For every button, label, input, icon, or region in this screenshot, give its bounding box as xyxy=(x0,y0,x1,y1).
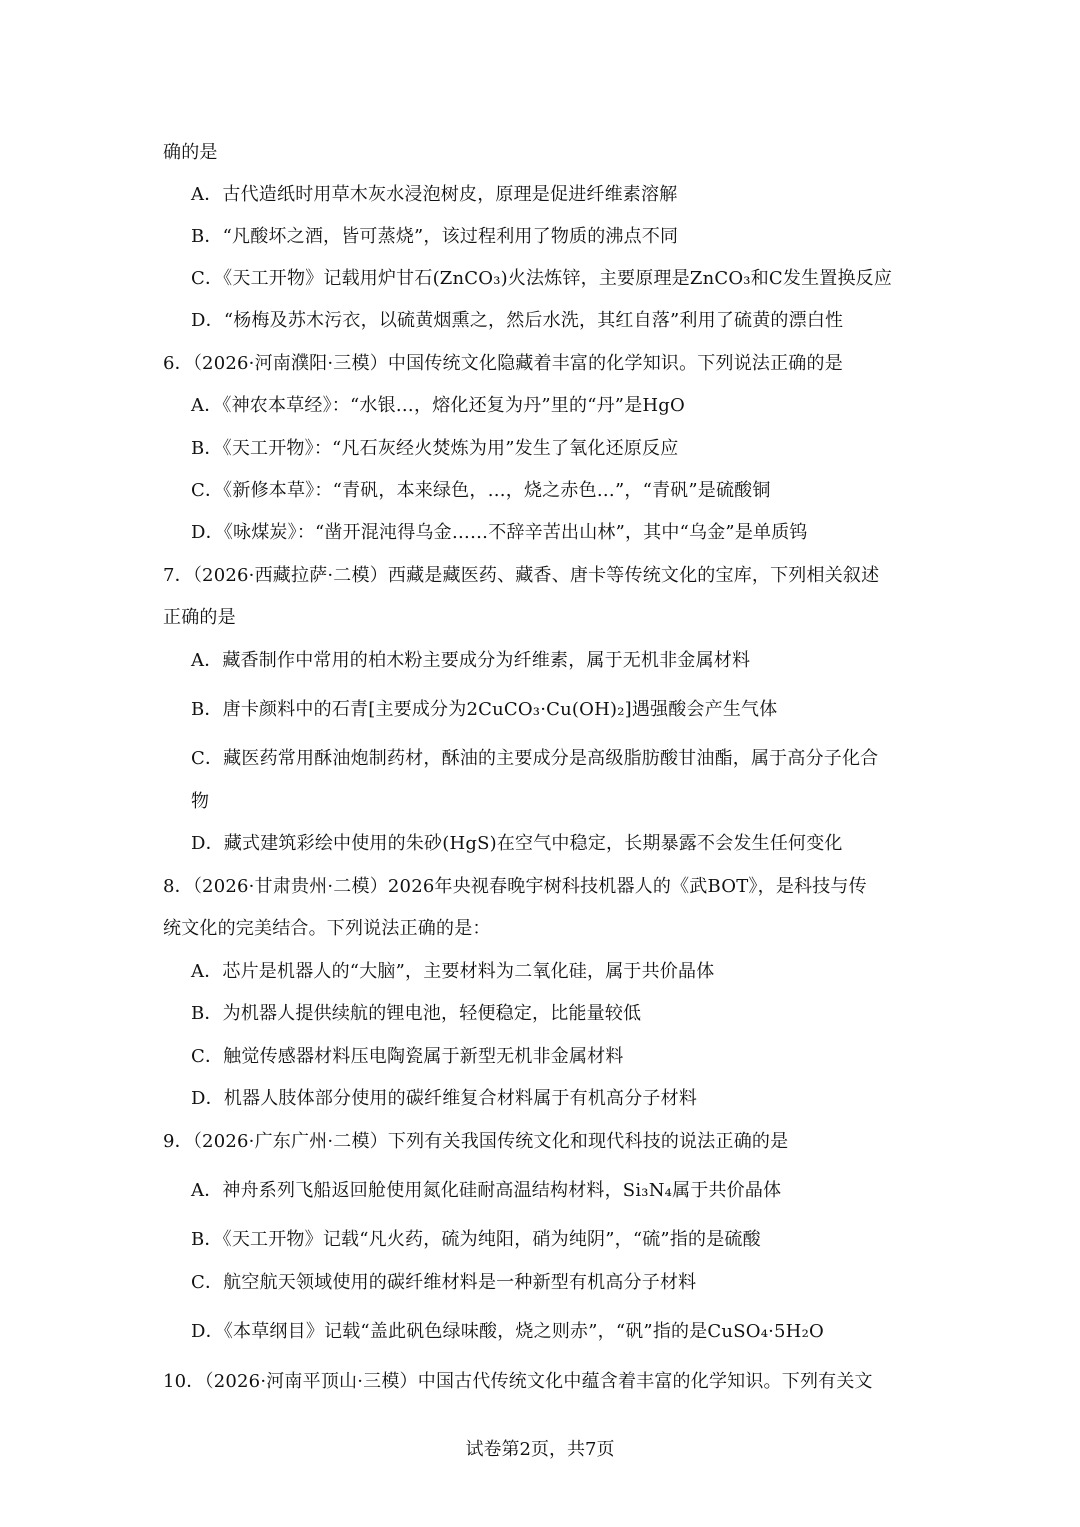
question-7: 7．（2026·西藏拉萨·二模）西藏是藏医药、藏香、唐卡等传统文化的宝库，下列相关叙述 xyxy=(163,565,880,586)
option-line: B．《天工开物》记载“凡火药，硫为纯阳，硝为纯阴”，“硫”指的是硫酸 xyxy=(191,1229,761,1250)
option-line: D．“杨梅及苏木污衣，以硫黄烟熏之，然后水洗，其红自落”利用了硫黄的漂白性 xyxy=(191,310,844,331)
question-10: 10．（2026·河南平顶山·三模）中国古代传统文化中蕴含着丰富的化学知识。下列有关文 xyxy=(163,1371,873,1392)
text-line: 确的是 xyxy=(163,142,218,163)
text-line: 正确的是 xyxy=(163,607,236,628)
option-line: C．藏医药常用酥油炮制药材，酥油的主要成分是高级脂肪酸甘油酯，属于高分子化合 xyxy=(191,748,879,769)
option-line: B．《天工开物》：“凡石灰经火焚炼为用”发生了氧化还原反应 xyxy=(191,438,679,459)
option-line: A．芯片是机器人的“大脑”，主要材料为二氧化硅，属于共价晶体 xyxy=(191,961,715,982)
question-6: 6．（2026·河南濮阳·三模）中国传统文化隐藏着丰富的化学知识。下列说法正确的是 xyxy=(163,353,843,374)
option-line: A．神舟系列飞船返回舱使用氮化硅耐高温结构材料，Si₃N₄属于共价晶体 xyxy=(191,1180,782,1201)
option-continuation: 物 xyxy=(191,791,210,812)
option-line: C．触觉传感器材料压电陶瓷属于新型无机非金属材料 xyxy=(191,1046,624,1067)
page-footer: 试卷第2页，共7页 xyxy=(465,1439,615,1460)
text-line: 统文化的完美结合。下列说法正确的是： xyxy=(163,918,491,939)
option-line: A．《神农本草经》：“水银…，熔化还复为丹”里的“丹”是HgO xyxy=(191,395,685,416)
option-line: B．唐卡颜料中的石青[主要成分为2CuCO₃·Cu(OH)₂]遇强酸会产生气体 xyxy=(191,699,778,720)
question-8: 8．（2026·甘肃贵州·二模）2026年央视春晚宇树科技机器人的《武BOT》，是科技与传 xyxy=(163,876,867,897)
option-line: A．古代造纸时用草木灰水浸泡树皮，原理是促进纤维素溶解 xyxy=(191,184,678,205)
option-line: D．藏式建筑彩绘中使用的朱砂(HgS)在空气中稳定，长期暴露不会发生任何变化 xyxy=(191,833,843,854)
option-line: C．《新修本草》：“青矾，本来绿色，…，烧之赤色…”，“青矾”是硫酸铜 xyxy=(191,480,771,501)
option-line: B．“凡酸坏之酒，皆可蒸烧”，该过程利用了物质的沸点不同 xyxy=(191,226,679,247)
option-line: D．《咏煤炭》：“凿开混沌得乌金……不辞辛苦出山林”，其中“乌金”是单质钨 xyxy=(191,522,808,543)
option-line: C．航空航天领域使用的碳纤维材料是一种新型有机高分子材料 xyxy=(191,1272,697,1293)
option-line: D．机器人肢体部分使用的碳纤维复合材料属于有机高分子材料 xyxy=(191,1088,698,1109)
question-9: 9．（2026·广东广州·二模）下列有关我国传统文化和现代科技的说法正确的是 xyxy=(163,1131,789,1152)
option-line: C．《天工开物》记载用炉甘石(ZnCO₃)火法炼锌，主要原理是ZnCO₃和C发生置换反应 xyxy=(191,268,893,289)
option-line: A．藏香制作中常用的柏木粉主要成分为纤维素，属于无机非金属材料 xyxy=(191,650,751,671)
option-line: B．为机器人提供续航的锂电池，轻便稳定，比能量较低 xyxy=(191,1003,642,1024)
option-line: D．《本草纲目》记载“盖此矾色绿味酸，烧之则赤”，“矾”指的是CuSO₄·5H₂O xyxy=(191,1321,824,1342)
